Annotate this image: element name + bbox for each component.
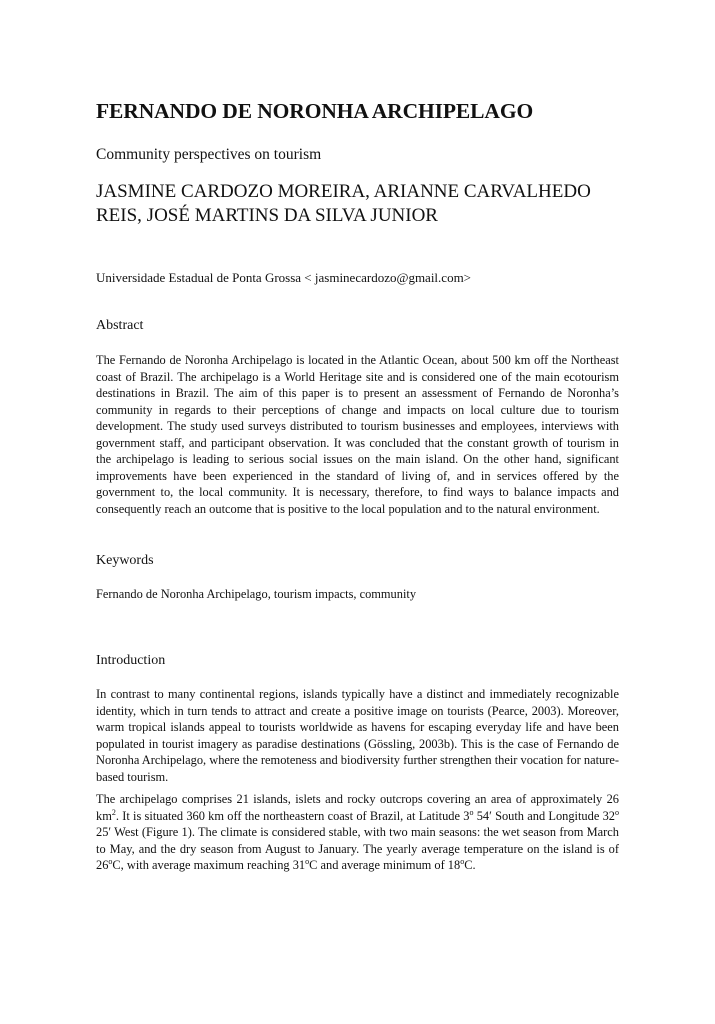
keywords-text: Fernando de Noronha Archipelago, tourism impacts, community — [96, 587, 417, 601]
text-run: C and average minimum of 18 — [309, 858, 461, 872]
text-run: C. — [464, 858, 476, 872]
affiliation: Universidade Estadual de Ponta Grossa < jasminecardozo@gmail.com> — [96, 270, 472, 285]
text-run: C, with average maximum reaching 31 — [112, 858, 306, 872]
text-run: 25′ West (Figure 1). The climate is considered stable, with two main seasons: the wet season from March to May, and the dry season from August to January. The yearly average temperature on the island is of 26 — [96, 825, 619, 872]
introduction-paragraph-1: In contrast to many continental regions, islands typically have a distinct and immediately recognizable identity, which in turn tends to attract and create a positive image on tourists (Pearce, 2003). Moreover, warm tropical islands appeal to tourists worldwide as havens for escaping everyday life and have been populated in tourist imagery as paradise destinations (Gössling, 2003b). This is the case of Fernando de Noronha Archipelago, where the remoteness and biodiversity further strengthen their vocation for nature-based tourism. — [96, 687, 619, 784]
abstract-text: The Fernando de Noronha Archipelago is located in the Atlantic Ocean, about 500 km off the Northeast coast of Brazil. The archipelago is a World Heritage site and is considered one of the main ecotourism destinations in Brazil. The aim of this paper is to present an assessment of Fernando de Noronha’s community in regards to their perceptions of change and impacts on local culture due to tourism development. The study used surveys distributed to tourism businesses and employees, interviews with government staff, and participant observation. It was concluded that the constant growth of tourism in the archipelago is leading to serious social issues on the main island. On the other hand, significant improvements have been experienced in the standard of living of, and in services offered by the government to, the local community. It is necessary, therefore, to find ways to balance impacts and consequently reach an outcome that is positive to the local population and to the natural environment. — [96, 353, 619, 516]
paper-title: FERNANDO DE NORONHA ARCHIPELAGO — [96, 99, 534, 123]
text-run: 54′ South and Longitude 32 — [473, 808, 615, 823]
paper-authors: JASMINE CARDOZO MOREIRA, ARIANNE CARVALHEDO REIS, JOSÉ MARTINS DA SILVA JUNIOR — [96, 181, 591, 226]
superscript: o — [614, 807, 619, 817]
superscript: o — [108, 856, 113, 866]
superscript: o — [460, 856, 465, 866]
superscript: o — [469, 807, 474, 817]
superscript: o — [305, 856, 310, 866]
keywords-heading: Keywords — [96, 553, 154, 568]
introduction-paragraph-2 — [96, 791, 619, 874]
text-run: . It is situated 360 km off the northeastern coast of Brazil, at Latitude 3 — [115, 808, 470, 823]
introduction-heading: Introduction — [96, 653, 166, 668]
paper-subtitle: Community perspectives on tourism — [96, 146, 322, 163]
text-run: The archipelago comprises 21 islands, islets and rocky outcrops covering an area of approximately 26 km — [96, 792, 619, 823]
abstract-heading: Abstract — [96, 318, 144, 333]
superscript: 2 — [111, 807, 116, 817]
